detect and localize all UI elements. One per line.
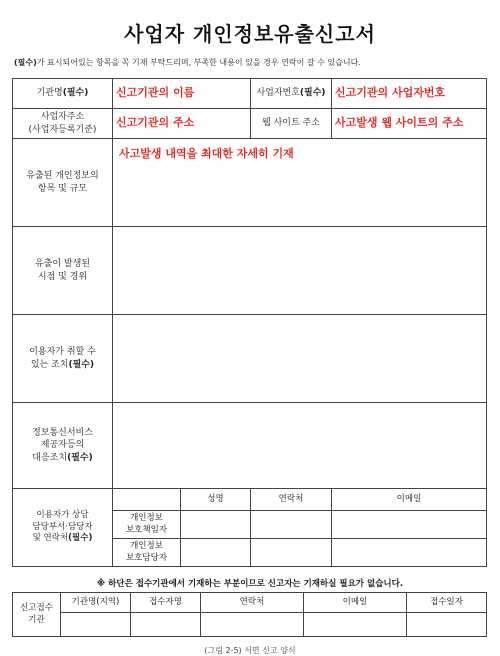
office-phone-cell[interactable] <box>201 613 304 637</box>
org-name-label: 기관명(필수) <box>13 79 113 109</box>
leaked-items-value[interactable]: 사고발생 내역을 최대한 자세히 기재 <box>113 139 487 227</box>
user-action-value[interactable] <box>113 315 487 403</box>
office-date-cell[interactable] <box>407 613 487 637</box>
website-value[interactable]: 사고발생 웹 사이트의 주소 <box>332 109 487 139</box>
office-row-label: 신고접수 기관 <box>13 593 61 637</box>
office-col-org: 기관명(지역) <box>61 593 131 613</box>
contact-label: 이용자가 상담 담당부서·담당자 및 연락처(필수) <box>13 489 113 567</box>
contact-header-name: 성명 <box>181 489 251 511</box>
address-label: 사업자주소 (사업자등록기준) <box>13 109 113 139</box>
privacy-manager-label: 개인정보 보호담당자 <box>113 539 181 567</box>
notice-text: 가 표시되어있는 항목을 꼭 기재 부탁드리며, 부족한 내용이 있을 경우 연락이 갈 수 있습니다. <box>36 58 361 67</box>
office-note: ※ 하단은 접수기관에서 기재하는 부분이므로 신고자는 기재하실 필요가 없습니다. <box>96 579 404 589</box>
org-name-value[interactable]: 신고기관의 이름 <box>113 79 251 109</box>
manager-email-cell[interactable] <box>332 539 487 567</box>
office-col-receiver: 접수자명 <box>131 593 201 613</box>
form-title: 사업자 개인정보유출신고서 <box>124 22 376 46</box>
manager-phone-cell[interactable] <box>251 539 332 567</box>
officer-phone-cell[interactable] <box>251 511 332 539</box>
report-form-table <box>12 78 487 567</box>
office-table <box>12 592 487 637</box>
office-col-email: 이메일 <box>304 593 407 613</box>
officer-name-cell[interactable] <box>181 511 251 539</box>
contact-header-email: 이메일 <box>332 489 487 511</box>
contact-header-blank <box>113 489 181 511</box>
figure-caption: (그림 2-5) 서면 신고 양식 <box>204 646 296 655</box>
contact-header-phone: 연락처 <box>251 489 332 511</box>
user-action-label: 이용자가 취할 수 있는 조치(필수) <box>13 315 113 403</box>
incident-time-label: 유출이 발생된 시점 및 경위 <box>13 227 113 315</box>
required-tag: (필수) <box>14 58 37 67</box>
office-col-date: 접수일자 <box>407 593 487 613</box>
address-value[interactable]: 신고기관의 주소 <box>113 109 251 139</box>
office-receiver-cell[interactable] <box>131 613 201 637</box>
leaked-items-label: 유출된 개인정보의 항목 및 규모 <box>13 139 113 227</box>
manager-name-cell[interactable] <box>181 539 251 567</box>
office-col-phone: 연락처 <box>201 593 304 613</box>
officer-email-cell[interactable] <box>332 511 487 539</box>
provider-action-value[interactable] <box>113 403 487 489</box>
bizno-value[interactable]: 신고기관의 사업자번호 <box>332 79 487 109</box>
office-org-cell[interactable] <box>61 613 131 637</box>
incident-time-value[interactable] <box>113 227 487 315</box>
privacy-officer-label: 개인정보 보호책임자 <box>113 511 181 539</box>
website-label: 웹 사이트 주소 <box>251 109 332 139</box>
required-notice <box>14 57 361 68</box>
office-email-cell[interactable] <box>304 613 407 637</box>
provider-action-label: 정보통신서비스 제공자등의 대응조치(필수) <box>13 403 113 489</box>
bizno-label: 사업자번호(필수) <box>251 79 332 109</box>
